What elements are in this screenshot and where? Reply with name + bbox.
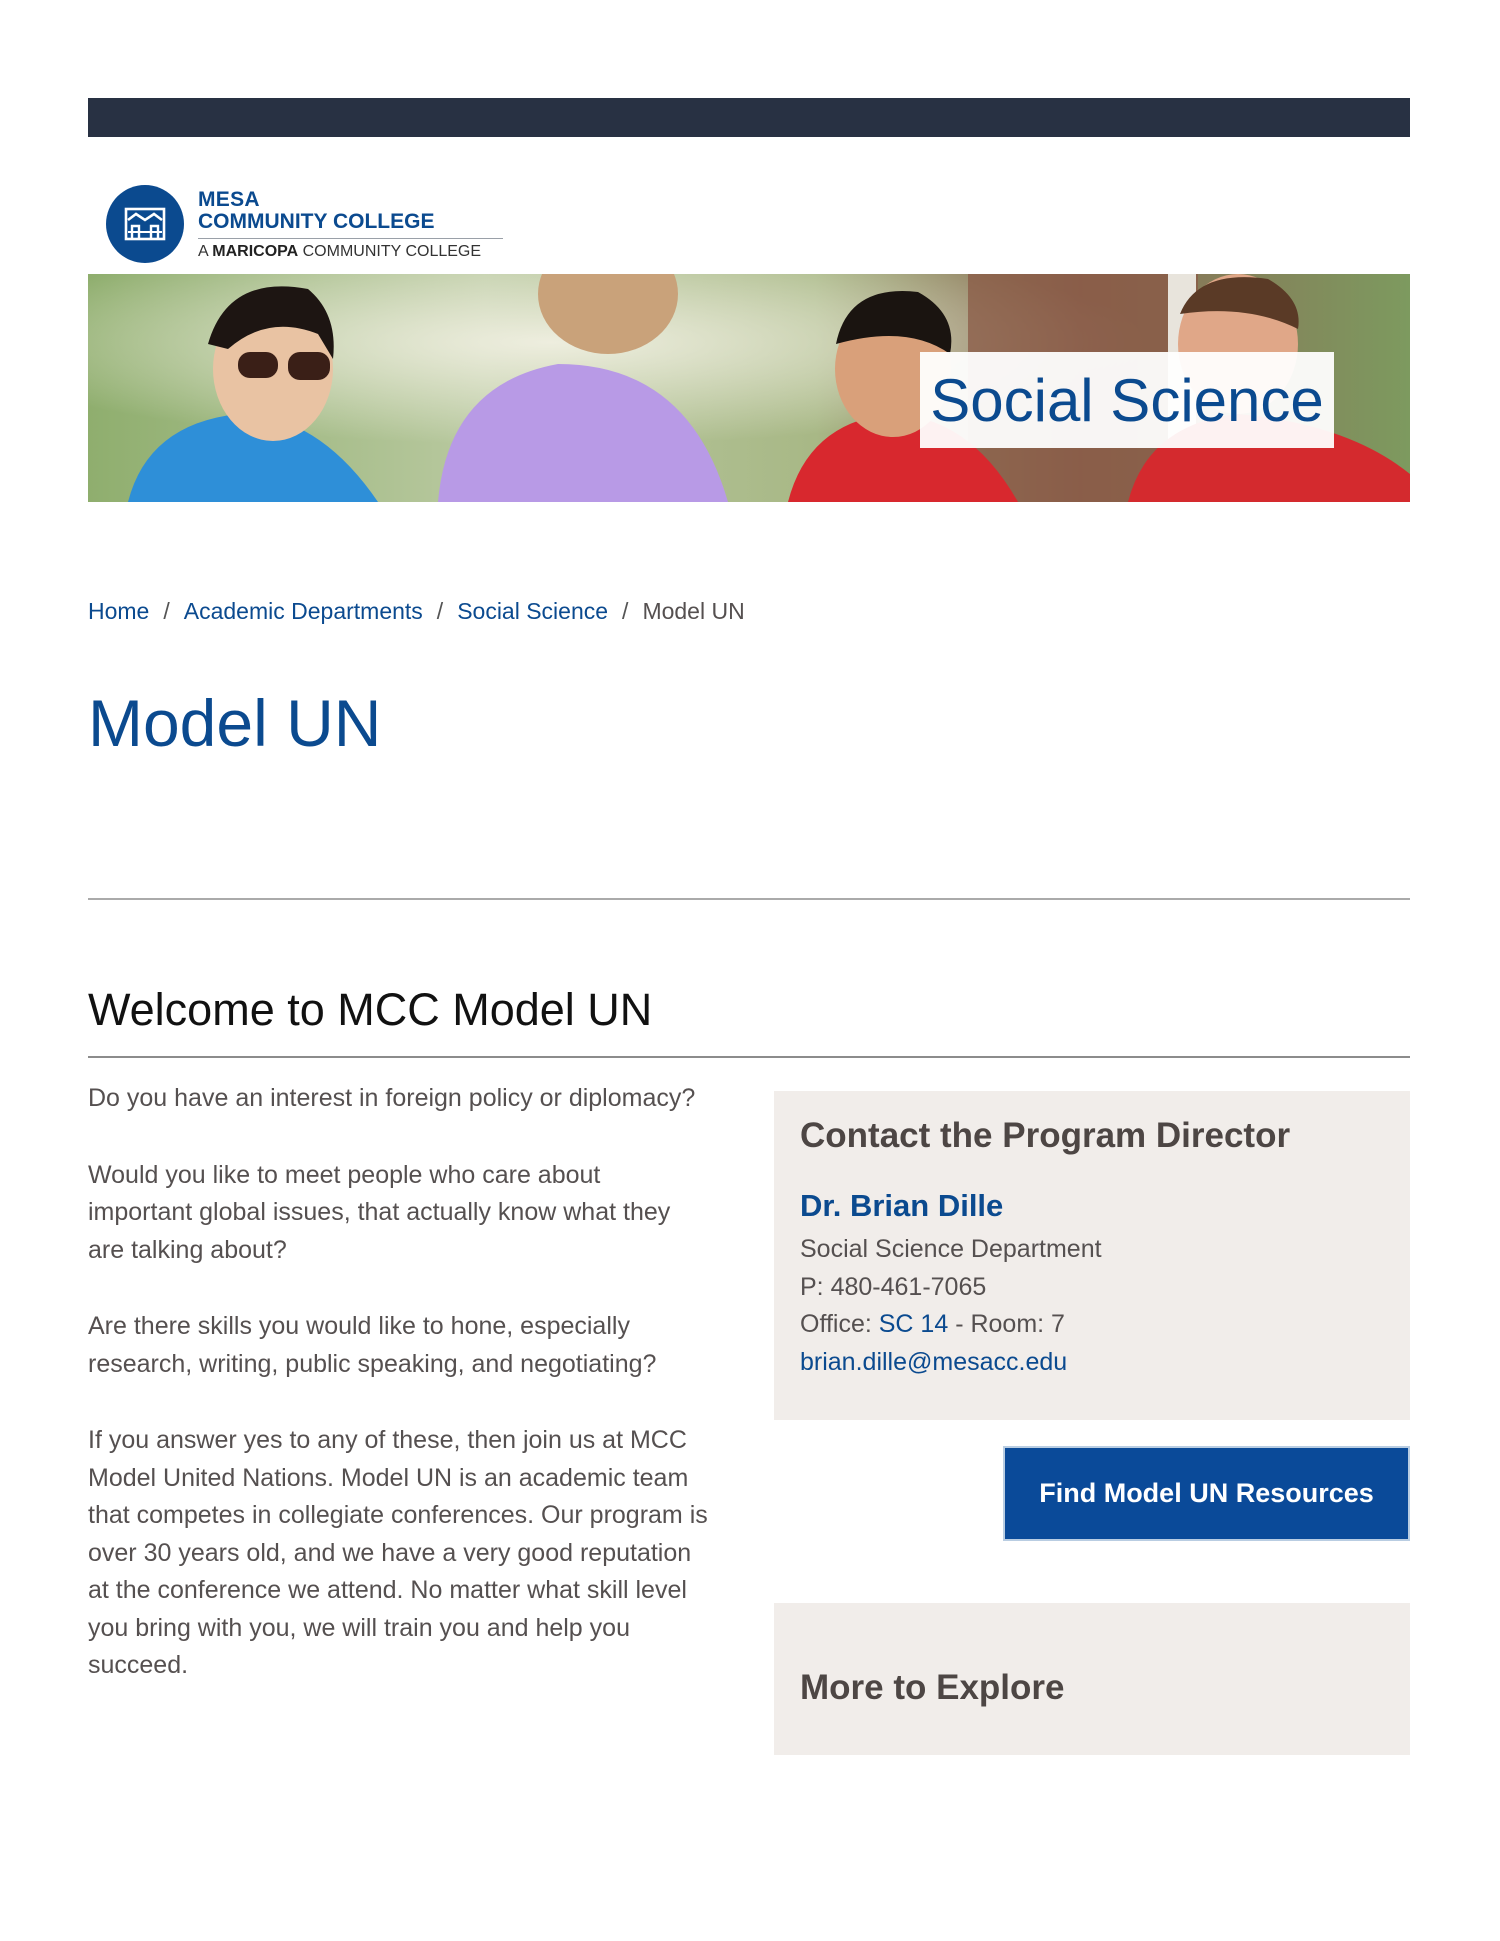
- section-title: Welcome to MCC Model UN: [88, 984, 653, 1035]
- breadcrumb-social-science[interactable]: Social Science: [457, 598, 609, 624]
- find-resources-button[interactable]: Find Model UN Resources: [1003, 1446, 1410, 1541]
- breadcrumb-separator: /: [436, 598, 444, 624]
- explore-heading: More to Explore: [800, 1668, 1065, 1707]
- college-logo[interactable]: [106, 185, 503, 263]
- top-bar: [88, 98, 1410, 137]
- contact-department: Social Science Department: [800, 1235, 1102, 1263]
- divider: [88, 898, 1410, 900]
- hero-banner: [88, 274, 1410, 502]
- breadcrumb-home[interactable]: Home: [88, 598, 150, 624]
- intro-paragraph: Do you have an interest in foreign policy or diplomacy?: [88, 1084, 696, 1112]
- logo-line-3: A MARICOPA COMMUNITY COLLEGE: [198, 243, 482, 260]
- logo-line-2: COMMUNITY COLLEGE: [198, 210, 435, 233]
- contact-office: Office: SC 14 - Room: 7: [800, 1310, 1065, 1338]
- hero-title: Social Science: [930, 366, 1324, 434]
- intro-paragraph: If you answer yes to any of these, then join us at MCC Model United Nations. Model UN is an academic team that competes in collegiate conferences. Our program is over 30 years old, and we have a very good reputation at the conference we attend. No matter what skill level you bring with you, we will train you and help you succeed.: [88, 1426, 708, 1679]
- more-to-explore-panel: [774, 1603, 1410, 1755]
- breadcrumb: [88, 598, 745, 625]
- divider: [88, 1056, 1410, 1058]
- breadcrumb-separator: /: [163, 598, 170, 624]
- contact-heading: Contact the Program Director: [800, 1116, 1291, 1155]
- page-title: Model UN: [88, 686, 382, 760]
- intro-paragraph: Would you like to meet people who care about important global issues, that actually know what they are talking about?: [88, 1160, 671, 1264]
- logo-line-1: MESA: [198, 188, 260, 211]
- logo-divider: [198, 238, 503, 239]
- intro-paragraph: Are there skills you would like to hone, especially research, writing, public speaking, and negotiating?: [88, 1312, 657, 1378]
- breadcrumb-academic-departments[interactable]: Academic Departments: [183, 598, 423, 624]
- intro-text: [88, 1080, 708, 1724]
- contact-email-link[interactable]: brian.dille@mesacc.edu: [800, 1347, 1068, 1376]
- breadcrumb-separator: /: [622, 598, 629, 624]
- breadcrumb-current: Model UN: [642, 598, 745, 624]
- contact-panel: [774, 1091, 1410, 1420]
- office-building-link[interactable]: SC 14: [878, 1310, 949, 1338]
- logo-emblem-icon: [106, 185, 184, 263]
- contact-phone: P: 480-461-7065: [800, 1272, 987, 1301]
- hero-title-box: [920, 352, 1334, 448]
- director-name-link[interactable]: Dr. Brian Dille: [800, 1188, 1004, 1223]
